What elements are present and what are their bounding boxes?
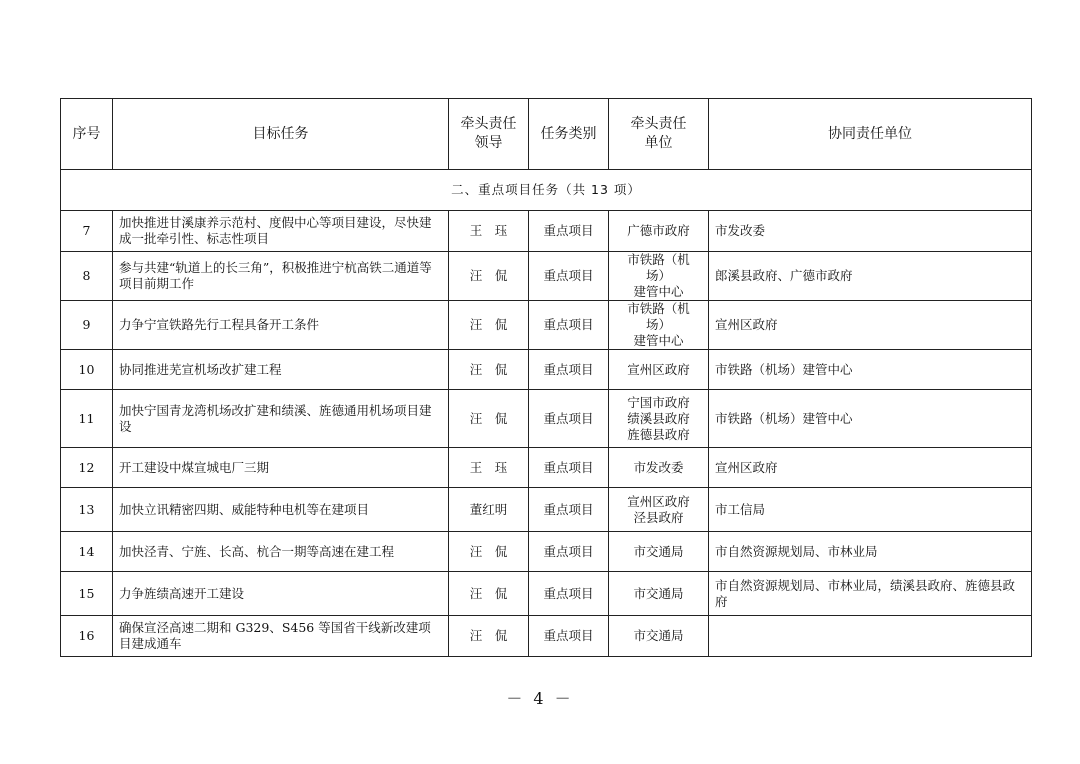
header-partner: 协同责任单位 — [709, 99, 1032, 170]
table-row — [61, 572, 1032, 616]
row-unit: 宣州区政府 泾县政府 — [609, 488, 709, 532]
row-leader: 汪 侃 — [449, 252, 529, 301]
row-category: 重点项目 — [529, 532, 609, 572]
row-partner: 市工信局 — [709, 488, 1032, 532]
row-unit: 广德市政府 — [609, 211, 709, 252]
header-unit: 牵头责任 单位 — [609, 99, 709, 170]
row-serial: 11 — [61, 390, 113, 448]
row-partner: 市发改委 — [709, 211, 1032, 252]
row-unit: 市铁路（机场） 建管中心 — [609, 252, 709, 301]
row-partner: 市自然资源规划局、市林业局 — [709, 532, 1032, 572]
header-category: 任务类别 — [529, 99, 609, 170]
row-serial: 16 — [61, 616, 113, 657]
row-leader: 王 珏 — [449, 448, 529, 488]
table-row — [61, 532, 1032, 572]
header-leader: 牵头责任 领导 — [449, 99, 529, 170]
row-leader: 董红明 — [449, 488, 529, 532]
row-serial: 9 — [61, 301, 113, 350]
row-unit: 宁国市政府 绩溪县政府 旌德县政府 — [609, 390, 709, 448]
row-category: 重点项目 — [529, 572, 609, 616]
row-serial: 7 — [61, 211, 113, 252]
table-row — [61, 211, 1032, 252]
row-task: 力争宁宣铁路先行工程具备开工条件 — [113, 301, 449, 350]
row-category: 重点项目 — [529, 211, 609, 252]
row-task: 加快泾青、宁旌、长高、杭合一期等高速在建工程 — [113, 532, 449, 572]
header-serial: 序号 — [61, 99, 113, 170]
row-leader: 王 珏 — [449, 211, 529, 252]
row-task: 加快推进甘溪康养示范村、度假中心等项目建设，尽快建成一批牵引性、标志性项目 — [113, 211, 449, 252]
row-unit: 市发改委 — [609, 448, 709, 488]
row-unit: 市交通局 — [609, 532, 709, 572]
row-category: 重点项目 — [529, 616, 609, 657]
row-category: 重点项目 — [529, 252, 609, 301]
section-title: 二、重点项目任务（共 13 项） — [61, 170, 1032, 211]
row-task: 确保宣泾高速二期和 G329、S456 等国省干线新改建项目建成通车 — [113, 616, 449, 657]
section-row — [61, 170, 1032, 211]
row-leader: 汪 侃 — [449, 616, 529, 657]
row-partner: 郎溪县政府、广德市政府 — [709, 252, 1032, 301]
table-row — [61, 301, 1032, 350]
row-partner: 市铁路（机场）建管中心 — [709, 350, 1032, 390]
row-task: 加快宁国青龙湾机场改扩建和绩溪、旌德通用机场项目建设 — [113, 390, 449, 448]
table-row — [61, 448, 1032, 488]
task-table — [60, 98, 1032, 657]
row-serial: 10 — [61, 350, 113, 390]
header-row — [61, 99, 1032, 170]
row-task: 参与共建“轨道上的长三角”，积极推进宁杭高铁二通道等项目前期工作 — [113, 252, 449, 301]
table-row — [61, 616, 1032, 657]
row-partner: 宣州区政府 — [709, 448, 1032, 488]
table-row — [61, 390, 1032, 448]
row-partner: 宣州区政府 — [709, 301, 1032, 350]
row-serial: 13 — [61, 488, 113, 532]
page-number: － 4 － — [506, 689, 574, 708]
row-serial: 15 — [61, 572, 113, 616]
row-leader: 汪 侃 — [449, 572, 529, 616]
row-category: 重点项目 — [529, 350, 609, 390]
row-unit: 宣州区政府 — [609, 350, 709, 390]
row-category: 重点项目 — [529, 448, 609, 488]
row-serial: 8 — [61, 252, 113, 301]
row-leader: 汪 侃 — [449, 532, 529, 572]
table-row — [61, 252, 1032, 301]
row-task: 开工建设中煤宣城电厂三期 — [113, 448, 449, 488]
row-category: 重点项目 — [529, 488, 609, 532]
row-unit: 市铁路（机场） 建管中心 — [609, 301, 709, 350]
row-partner: 市铁路（机场）建管中心 — [709, 390, 1032, 448]
row-serial: 14 — [61, 532, 113, 572]
row-leader: 汪 侃 — [449, 301, 529, 350]
row-partner — [709, 616, 1032, 657]
row-leader: 汪 侃 — [449, 350, 529, 390]
row-unit: 市交通局 — [609, 616, 709, 657]
header-task: 目标任务 — [113, 99, 449, 170]
row-serial: 12 — [61, 448, 113, 488]
row-category: 重点项目 — [529, 301, 609, 350]
row-task: 力争旌绩高速开工建设 — [113, 572, 449, 616]
table-row — [61, 350, 1032, 390]
row-task: 加快立讯精密四期、威能特种电机等在建项目 — [113, 488, 449, 532]
row-task: 协同推进芜宣机场改扩建工程 — [113, 350, 449, 390]
table-row — [61, 488, 1032, 532]
row-partner: 市自然资源规划局、市林业局，绩溪县政府、旌德县政府 — [709, 572, 1032, 616]
row-category: 重点项目 — [529, 390, 609, 448]
row-unit: 市交通局 — [609, 572, 709, 616]
row-leader: 汪 侃 — [449, 390, 529, 448]
